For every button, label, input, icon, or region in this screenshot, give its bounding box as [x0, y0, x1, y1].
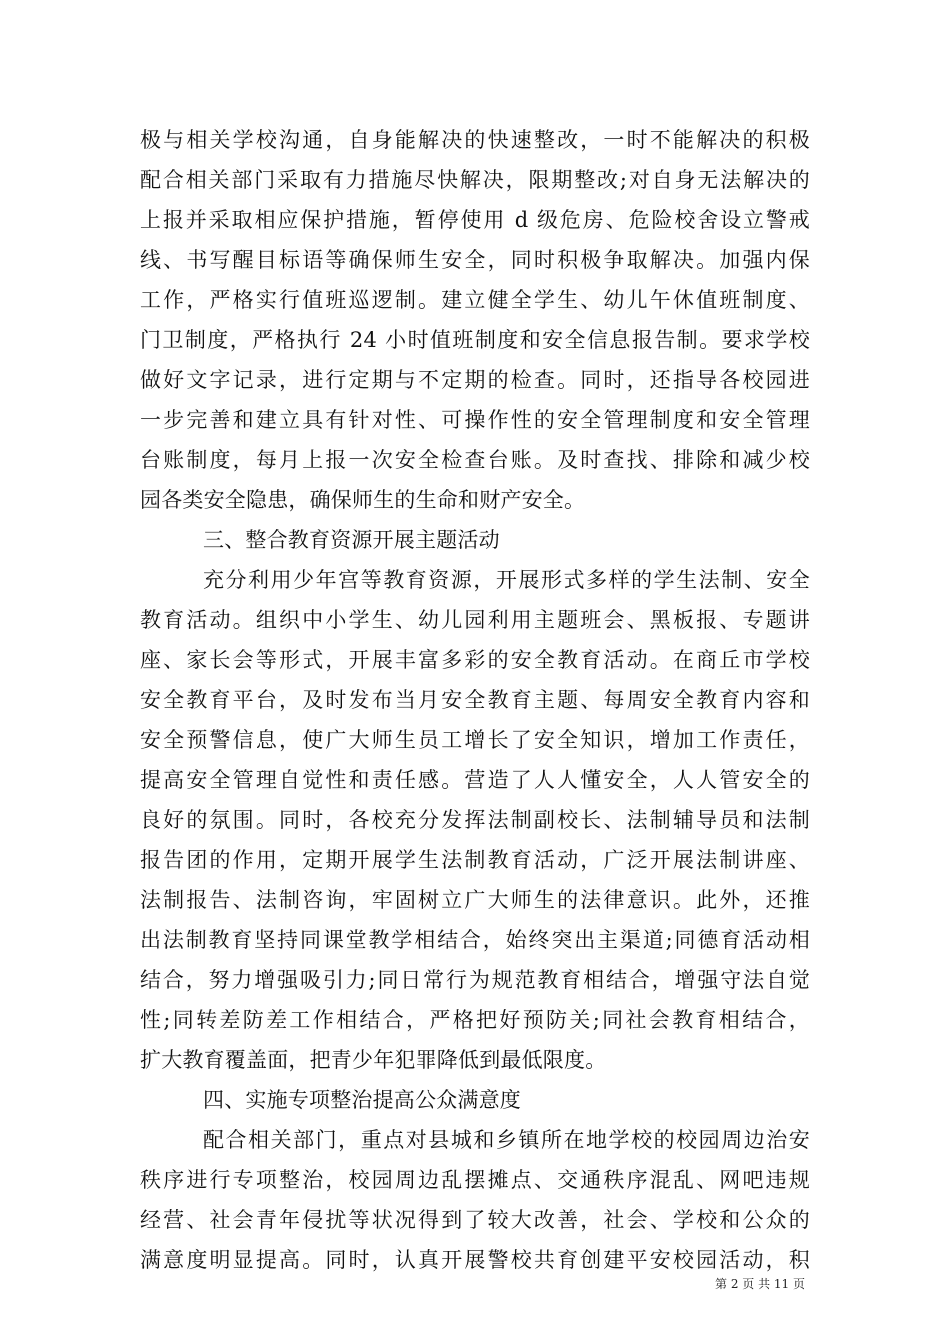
body-line: 台账制度，每月上报一次安全检查台账。及时查找、排除和减少校: [140, 448, 810, 472]
body-line: 满意度明显提高。同时，认真开展警校共育创建平安校园活动，积: [140, 1248, 810, 1272]
body-line: 教育活动。组织中小学生、幼儿园利用主题班会、黑板报、专题讲: [140, 608, 810, 632]
body-line: 法制报告、法制咨询，牢固树立广大师生的法律意识。此外，还推: [140, 888, 810, 912]
section-heading: 四、实施专项整治提高公众满意度: [203, 1088, 521, 1112]
body-line: 提高安全管理自觉性和责任感。营造了人人懂安全，人人管安全的: [140, 768, 810, 792]
body-line: 结合，努力增强吸引力;同日常行为规范教育相结合，增强守法自觉: [140, 968, 810, 992]
body-line: 极与相关学校沟通，自身能解决的快速整改，一时不能解决的积极: [140, 128, 810, 152]
body-line: 一步完善和建立具有针对性、可操作性的安全管理制度和安全管理: [140, 408, 810, 432]
body-line: 安全预警信息，使广大师生员工增长了安全知识，增加工作责任，: [140, 728, 810, 752]
paragraph-first-line: 充分利用少年宫等教育资源，开展形式多样的学生法制、安全: [203, 568, 810, 592]
body-line: 出法制教育坚持同课堂教学相结合，始终突出主渠道;同德育活动相: [140, 928, 810, 952]
body-line: 秩序进行专项整治，校园周边乱摆摊点、交通秩序混乱、网吧违规: [140, 1168, 810, 1192]
body-line: 上报并采取相应保护措施，暂停使用 d 级危房、危险校舍设立警戒: [140, 208, 810, 232]
page-number-footer: 第 2 页 共 11 页: [715, 1277, 805, 1291]
body-line: 扩大教育覆盖面，把青少年犯罪降低到最低限度。: [140, 1048, 607, 1072]
body-line: 性;同转差防差工作相结合，严格把好预防关;同社会教育相结合，: [140, 1008, 810, 1032]
body-line: 经营、社会青年侵扰等状况得到了较大改善，社会、学校和公众的: [140, 1208, 810, 1232]
body-line: 配合相关部门采取有力措施尽快解决，限期整改;对自身无法解决的: [140, 168, 810, 192]
document-body: [140, 120, 810, 1280]
paragraph-first-line: 配合相关部门，重点对县城和乡镇所在地学校的校园周边治安: [203, 1128, 810, 1152]
body-line: 做好文字记录，进行定期与不定期的检查。同时，还指导各校园进: [140, 368, 810, 392]
body-line: 良好的氛围。同时，各校充分发挥法制副校长、法制辅导员和法制: [140, 808, 810, 832]
body-line: 门卫制度，严格执行 24 小时值班制度和安全信息报告制。要求学校: [140, 328, 810, 352]
body-line: 报告团的作用，定期开展学生法制教育活动，广泛开展法制讲座、: [140, 848, 810, 872]
body-line: 工作，严格实行值班巡逻制。建立健全学生、幼儿午休值班制度、: [140, 288, 810, 312]
section-heading: 三、整合教育资源开展主题活动: [203, 528, 500, 552]
body-line: 园各类安全隐患，确保师生的生命和财产安全。: [140, 488, 586, 512]
body-line: 线、书写醒目标语等确保师生安全，同时积极争取解决。加强内保: [140, 248, 810, 272]
body-line: 安全教育平台，及时发布当月安全教育主题、每周安全教育内容和: [140, 688, 810, 712]
body-line: 座、家长会等形式，开展丰富多彩的安全教育活动。在商丘市学校: [140, 648, 810, 672]
